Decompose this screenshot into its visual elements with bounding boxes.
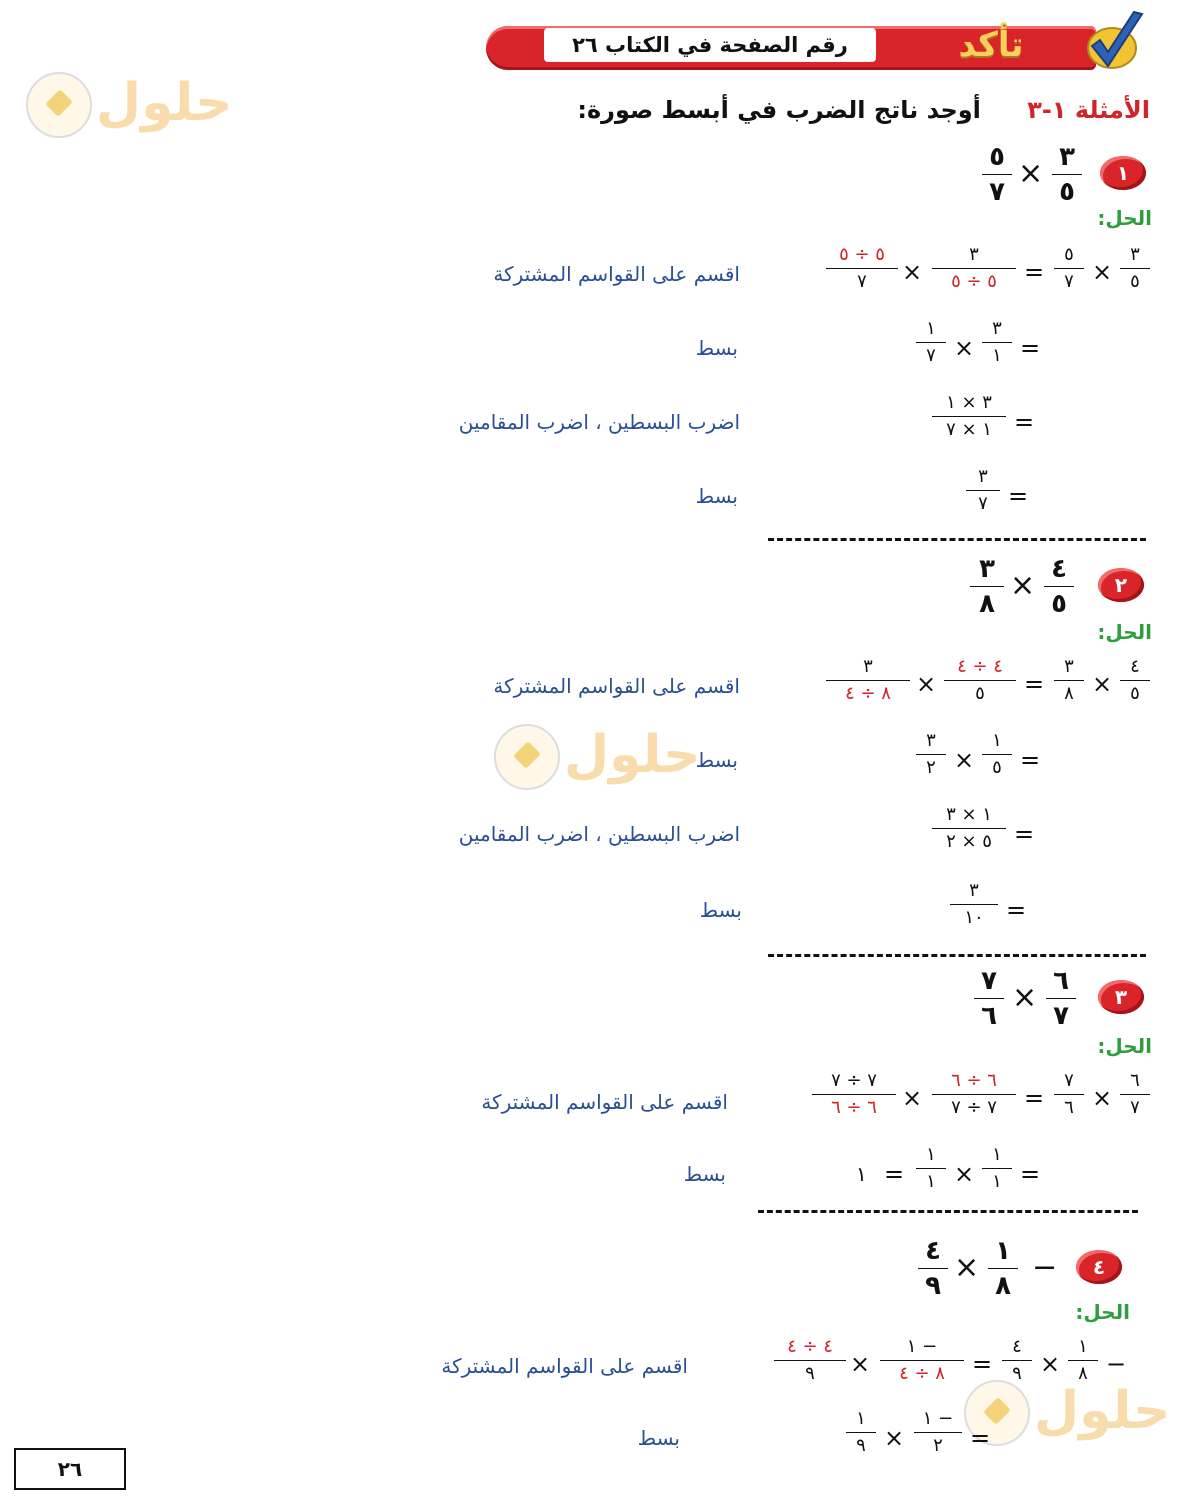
fraction: ٥ ٧ (982, 142, 1012, 207)
fraction: ٣ ٥ (1052, 142, 1082, 207)
divider (768, 954, 1146, 957)
watermark-text: حلول (1034, 1381, 1171, 1441)
step-note: اقسم على القواسم المشتركة (441, 1354, 688, 1378)
page-reference: رقم الصفحة في الكتاب ٢٦ (544, 28, 876, 62)
step-note: بسط (637, 1426, 680, 1450)
fraction: ٣ ٨ (1054, 656, 1084, 705)
multiply-sign: × (1092, 1084, 1113, 1112)
fraction: ١ − ٢ (914, 1408, 962, 1457)
fraction: ٣ × ١ ١ × ٧ (932, 392, 1006, 441)
fraction: ١ ٨ (988, 1236, 1018, 1301)
equals-sign: = (1006, 896, 1027, 924)
fraction: ٣ ٥ ÷ ٥ (932, 244, 1016, 293)
multiply-sign: × (1018, 156, 1044, 191)
step-note: اضرب البسطين ، اضرب المقامين (458, 822, 740, 846)
step-note: بسط (683, 1162, 726, 1186)
fraction: ٤ ÷ ٤ ٥ (944, 656, 1016, 705)
checkmark-icon (1082, 8, 1146, 74)
fraction: ٦ ٧ (1046, 966, 1076, 1031)
fraction: ٣ ١ (982, 318, 1012, 367)
fraction: ٣ ٨ (970, 554, 1004, 619)
step-note: بسط (695, 748, 738, 772)
step-note: اقسم على القواسم المشتركة (481, 1090, 728, 1114)
fraction: ٤ ٥ (1120, 656, 1150, 705)
fraction: ٣ ٥ (1120, 244, 1150, 293)
multiply-sign: × (954, 334, 975, 362)
fraction: ٦ ÷ ٦ ٧ ÷ ٧ (932, 1070, 1016, 1119)
equals-sign: = (1008, 482, 1029, 510)
multiply-sign: × (1092, 670, 1113, 698)
watermark-logo (964, 1380, 1171, 1450)
multiply-sign: × (954, 1250, 980, 1285)
fraction: ٥ ÷ ٥ ٧ (826, 244, 898, 293)
watermark-text: حلول (96, 73, 233, 133)
step-note: بسط (695, 484, 738, 508)
fraction: ١ ١ (916, 1144, 946, 1193)
fraction: ٤ ٩ (918, 1236, 948, 1301)
instruction-text: أوجد ناتج الضرب في أبسط صورة: (577, 96, 981, 124)
equals-sign: = (1014, 820, 1035, 848)
solution-label: الحل: (1097, 1034, 1152, 1058)
logo-circle-icon (494, 724, 560, 790)
banner-title: تأكد (958, 25, 1024, 65)
equals-sign: = (1024, 258, 1045, 286)
equals-sign: = (972, 1350, 993, 1378)
fraction: ٤ ٥ (1044, 554, 1074, 619)
problem-number-badge: ٣ (1098, 980, 1144, 1014)
fraction: ٧ ÷ ٧ ٦ ÷ ٦ (812, 1070, 896, 1119)
examples-label: الأمثلة ١-٣ (1027, 96, 1150, 124)
fraction: ١ ٨ (1068, 1336, 1098, 1385)
multiply-sign: × (884, 1424, 905, 1452)
problem-number-badge: ٢ (1098, 568, 1144, 602)
solution-label: الحل: (1075, 1300, 1130, 1324)
fraction: ١ ٥ (982, 730, 1012, 779)
watermark-logo (26, 72, 233, 142)
minus-sign: − (1032, 1250, 1058, 1285)
fraction: ١ ١ (982, 1144, 1012, 1193)
divider (758, 1210, 1138, 1213)
equals-sign: = (1014, 408, 1035, 436)
step-note: اقسم على القواسم المشتركة (493, 674, 740, 698)
equals-sign: = (884, 1160, 905, 1188)
fraction: ١ ٧ (916, 318, 946, 367)
fraction: ٦ ٧ (1120, 1070, 1150, 1119)
fraction: ١ − ٨ ÷ ٤ (880, 1336, 964, 1385)
equals-sign: = (970, 1424, 991, 1452)
fraction: ٤ ٩ (1002, 1336, 1032, 1385)
minus-sign: − (1106, 1350, 1127, 1378)
logo-circle-icon (26, 72, 92, 138)
page-number: ٢٦ (14, 1448, 126, 1490)
multiply-sign: × (1012, 980, 1038, 1015)
multiply-sign: × (902, 1084, 923, 1112)
multiply-sign: × (850, 1350, 871, 1378)
multiply-sign: × (1040, 1350, 1061, 1378)
equals-sign: = (1024, 1084, 1045, 1112)
equals-sign: = (1020, 1160, 1041, 1188)
fraction: ١ ٩ (846, 1408, 876, 1457)
multiply-sign: × (916, 670, 937, 698)
step-note: اضرب البسطين ، اضرب المقامين (458, 410, 740, 434)
section-heading (530, 96, 1150, 124)
watermark-text: حلول (564, 725, 701, 785)
solution-label: الحل: (1097, 206, 1152, 230)
step-result: ١ (856, 1162, 867, 1186)
multiply-sign: × (1010, 568, 1036, 603)
step-note: اقسم على القواسم المشتركة (493, 262, 740, 286)
fraction: ٣ ٨ ÷ ٤ (826, 656, 910, 705)
fraction: ٣ ٧ (966, 466, 1000, 515)
step-note: بسط (695, 336, 738, 360)
fraction: ٧ ٦ (974, 966, 1004, 1031)
problem-number-badge: ١ (1100, 156, 1146, 190)
multiply-sign: × (1092, 258, 1113, 286)
divider (768, 538, 1146, 541)
equals-sign: = (1020, 334, 1041, 362)
multiply-sign: × (954, 746, 975, 774)
header-banner (486, 22, 1146, 74)
step-note: بسط (699, 898, 742, 922)
fraction: ٣ ٢ (916, 730, 946, 779)
watermark-logo (494, 724, 701, 794)
fraction: ٥ ٧ (1054, 244, 1084, 293)
multiply-sign: × (954, 1160, 975, 1188)
equals-sign: = (1020, 746, 1041, 774)
fraction: ٧ ٦ (1054, 1070, 1084, 1119)
equals-sign: = (1024, 670, 1045, 698)
fraction: ١ × ٣ ٥ × ٢ (932, 804, 1006, 853)
problem-number-badge: ٤ (1076, 1250, 1122, 1284)
solution-label: الحل: (1097, 620, 1152, 644)
fraction: ٣ ١٠ (950, 880, 998, 929)
multiply-sign: × (902, 258, 923, 286)
fraction: ٤ ÷ ٤ ٩ (774, 1336, 846, 1385)
